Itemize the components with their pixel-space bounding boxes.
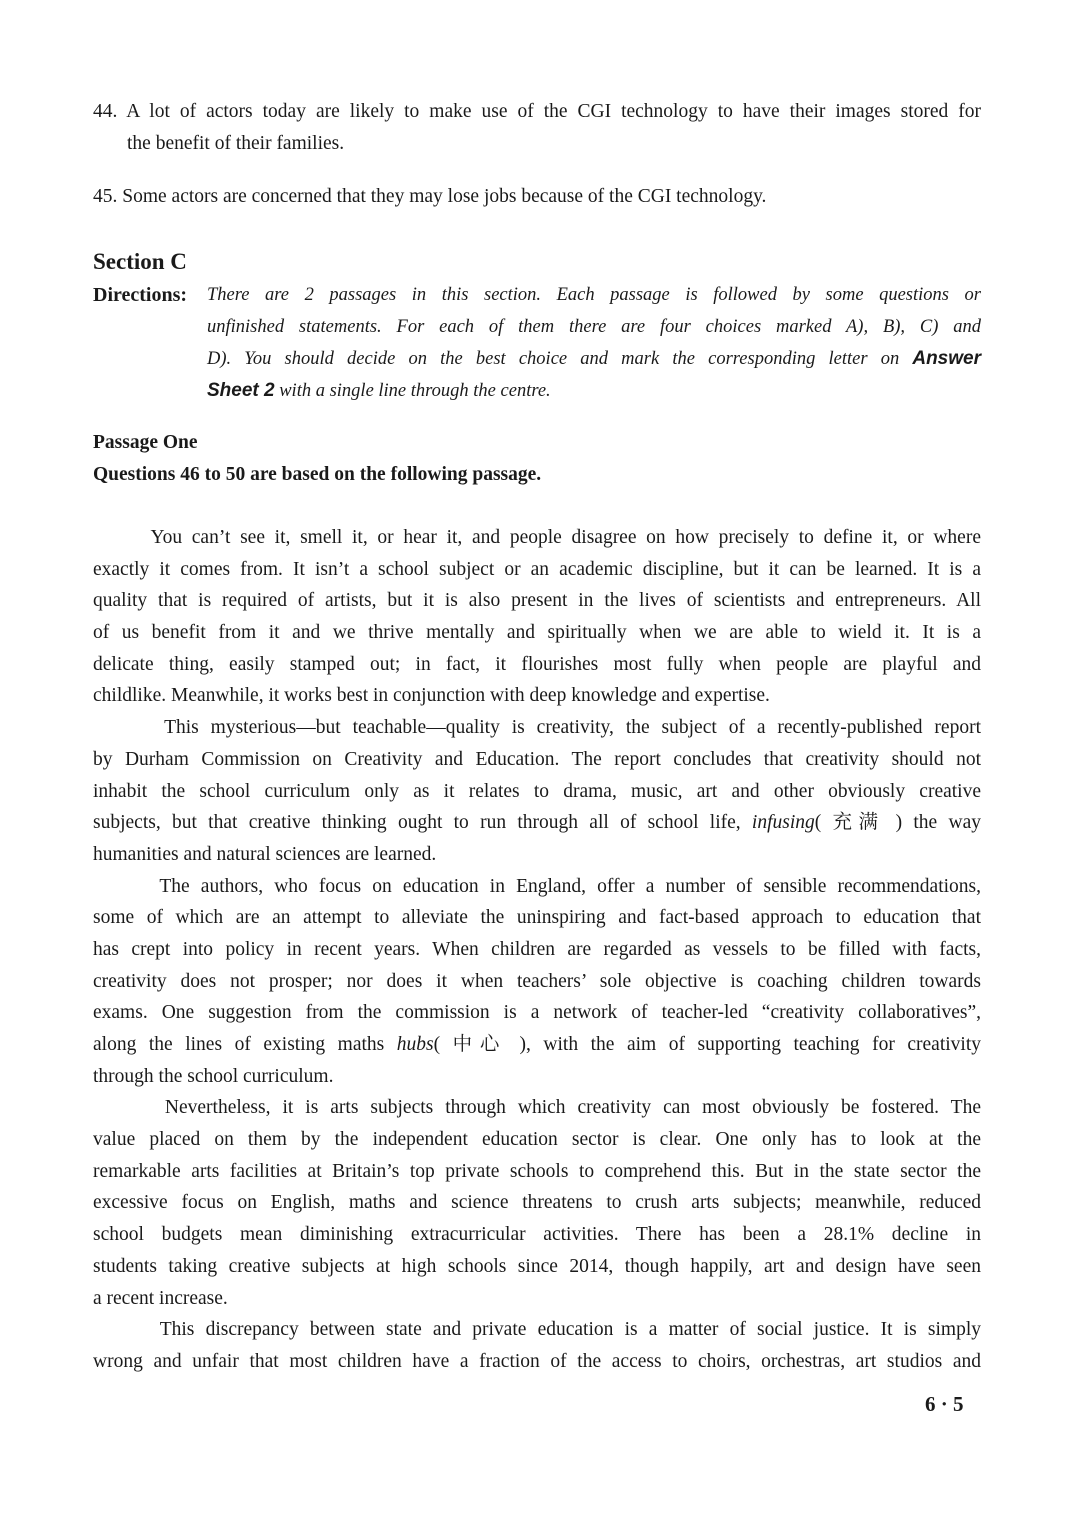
passage-title: Passage One <box>93 432 198 453</box>
directions-text: with a single line through the centre. <box>279 381 551 402</box>
directions-text: D). You should decide on the best choice and mark the corresponding letter on <box>207 349 900 370</box>
directions-line <box>207 343 981 375</box>
paragraph <box>93 1314 981 1377</box>
directions-label: Directions: <box>93 284 188 306</box>
paragraph <box>93 712 981 870</box>
line-text: along the lines of existing maths <box>93 1034 397 1055</box>
paragraph-line: creativity does not prosper; nor does it when teachers’ sole objective is coaching children towards <box>93 970 981 992</box>
answer-sheet-bold: Sheet 2 <box>207 380 275 402</box>
question-44-line-2: the benefit of their families. <box>127 132 345 154</box>
question-45 <box>93 181 981 213</box>
line-text: ( 充满 ) the way <box>814 812 981 834</box>
paragraph-line: The authors, who focus on education in England, offer a number of sensible recommendations, <box>93 875 981 897</box>
question-44-line-1: 44. A lot of actors today are likely to make use of the CGI technology to have their images stored for <box>93 101 981 122</box>
glossed-word: infusing <box>751 812 815 834</box>
question-45-line: 45. Some actors are concerned that they may lose jobs because of the CGI technology. <box>93 186 767 207</box>
paragraph-line: by Durham Commission on Creativity and Education. The report concludes that creativity should not <box>93 748 981 770</box>
paragraph-line: some of which are an attempt to alleviate the uninspiring and fact-based approach to education that <box>93 907 981 929</box>
paragraph <box>93 871 981 1093</box>
paragraph-line: exams. One suggestion from the commission is a network of teacher-led “creativity collaboratives”, <box>93 1002 981 1024</box>
section-title: Section C <box>93 249 187 274</box>
paragraph-line: humanities and natural sciences are learned. <box>93 843 437 865</box>
paragraph-line: Nevertheless, it is arts subjects through which creativity can most obviously be fostered. The <box>93 1097 981 1119</box>
paragraph-line: excessive focus on English, maths and science threatens to crush arts subjects; meanwhile, reduced <box>93 1192 981 1214</box>
paragraph-line: through the school curriculum. <box>93 1065 334 1087</box>
directions-line: There are 2 passages in this section. Each passage is followed by some questions or <box>207 285 981 305</box>
paragraph-line: exactly it comes from. It isn’t a school subject or an academic discipline, but it can be learned. It is a <box>93 558 981 580</box>
passage-subtitle: Questions 46 to 50 are based on the following passage. <box>93 464 542 485</box>
paragraph-line: inhabit the school curriculum only as it relates to drama, music, art and other obviously creative <box>93 780 981 802</box>
paragraph <box>93 1092 981 1314</box>
paragraph-line: of us benefit from it and we thrive mentally and spiritually when we are able to wield it. It is a <box>93 622 981 644</box>
paragraph-line: has crept into policy in recent years. When children are regarded as vessels to be filled with facts, <box>93 938 981 960</box>
paragraph-line: childlike. Meanwhile, it works best in conjunction with deep knowledge and expertise. <box>93 685 770 707</box>
page-number: 6 · 5 <box>925 1392 964 1416</box>
answer-sheet-bold: Answer <box>912 348 981 370</box>
paragraph-line: wrong and unfair that most children have a fraction of the access to choirs, orchestras, art studios and <box>93 1350 981 1372</box>
paragraph-line: value placed on them by the independent education sector is clear. One only has to look at the <box>93 1129 981 1151</box>
paragraph-line: This mysterious—but teachable—quality is creativity, the subject of a recently-published report <box>93 717 981 739</box>
question-44 <box>93 96 981 159</box>
paragraph-line: quality that is required of artists, but it is also present in the lives of scientists and entrepreneurs. All <box>93 590 981 612</box>
paragraph-line: school budgets mean diminishing extracurricular activities. There has been a 28.1% decline in <box>93 1224 981 1246</box>
paragraph <box>93 522 981 712</box>
directions-line: unfinished statements. For each of them there are four choices marked A), B), C) and <box>207 316 981 337</box>
line-text: subjects, but that creative thinking ought to run through all of school life, <box>93 812 752 834</box>
line-text: ( 中心 ), with the aim of supporting teaching for creativity <box>433 1034 981 1055</box>
paragraph-line: You can’t see it, smell it, or hear it, and people disagree on how precisely to define it, or where <box>93 527 981 548</box>
paragraph-line: delicate thing, easily stamped out; in fact, it flourishes most fully when people are playful and <box>93 653 981 675</box>
paragraph-line: remarkable arts facilities at Britain’s top private schools to comprehend this. But in the state sector the <box>93 1160 981 1182</box>
directions-line <box>207 375 981 407</box>
glossed-word: hubs <box>396 1034 434 1055</box>
passage-body <box>93 522 981 1378</box>
paragraph-line <box>93 1029 981 1061</box>
paragraph-line: students taking creative subjects at high schools since 2014, though happily, art and design have seen <box>93 1255 981 1277</box>
paragraph-line <box>93 807 981 839</box>
paragraph-line: a recent increase. <box>93 1287 228 1309</box>
paragraph-line: This discrepancy between state and private education is a matter of social justice. It is simply <box>93 1319 981 1341</box>
